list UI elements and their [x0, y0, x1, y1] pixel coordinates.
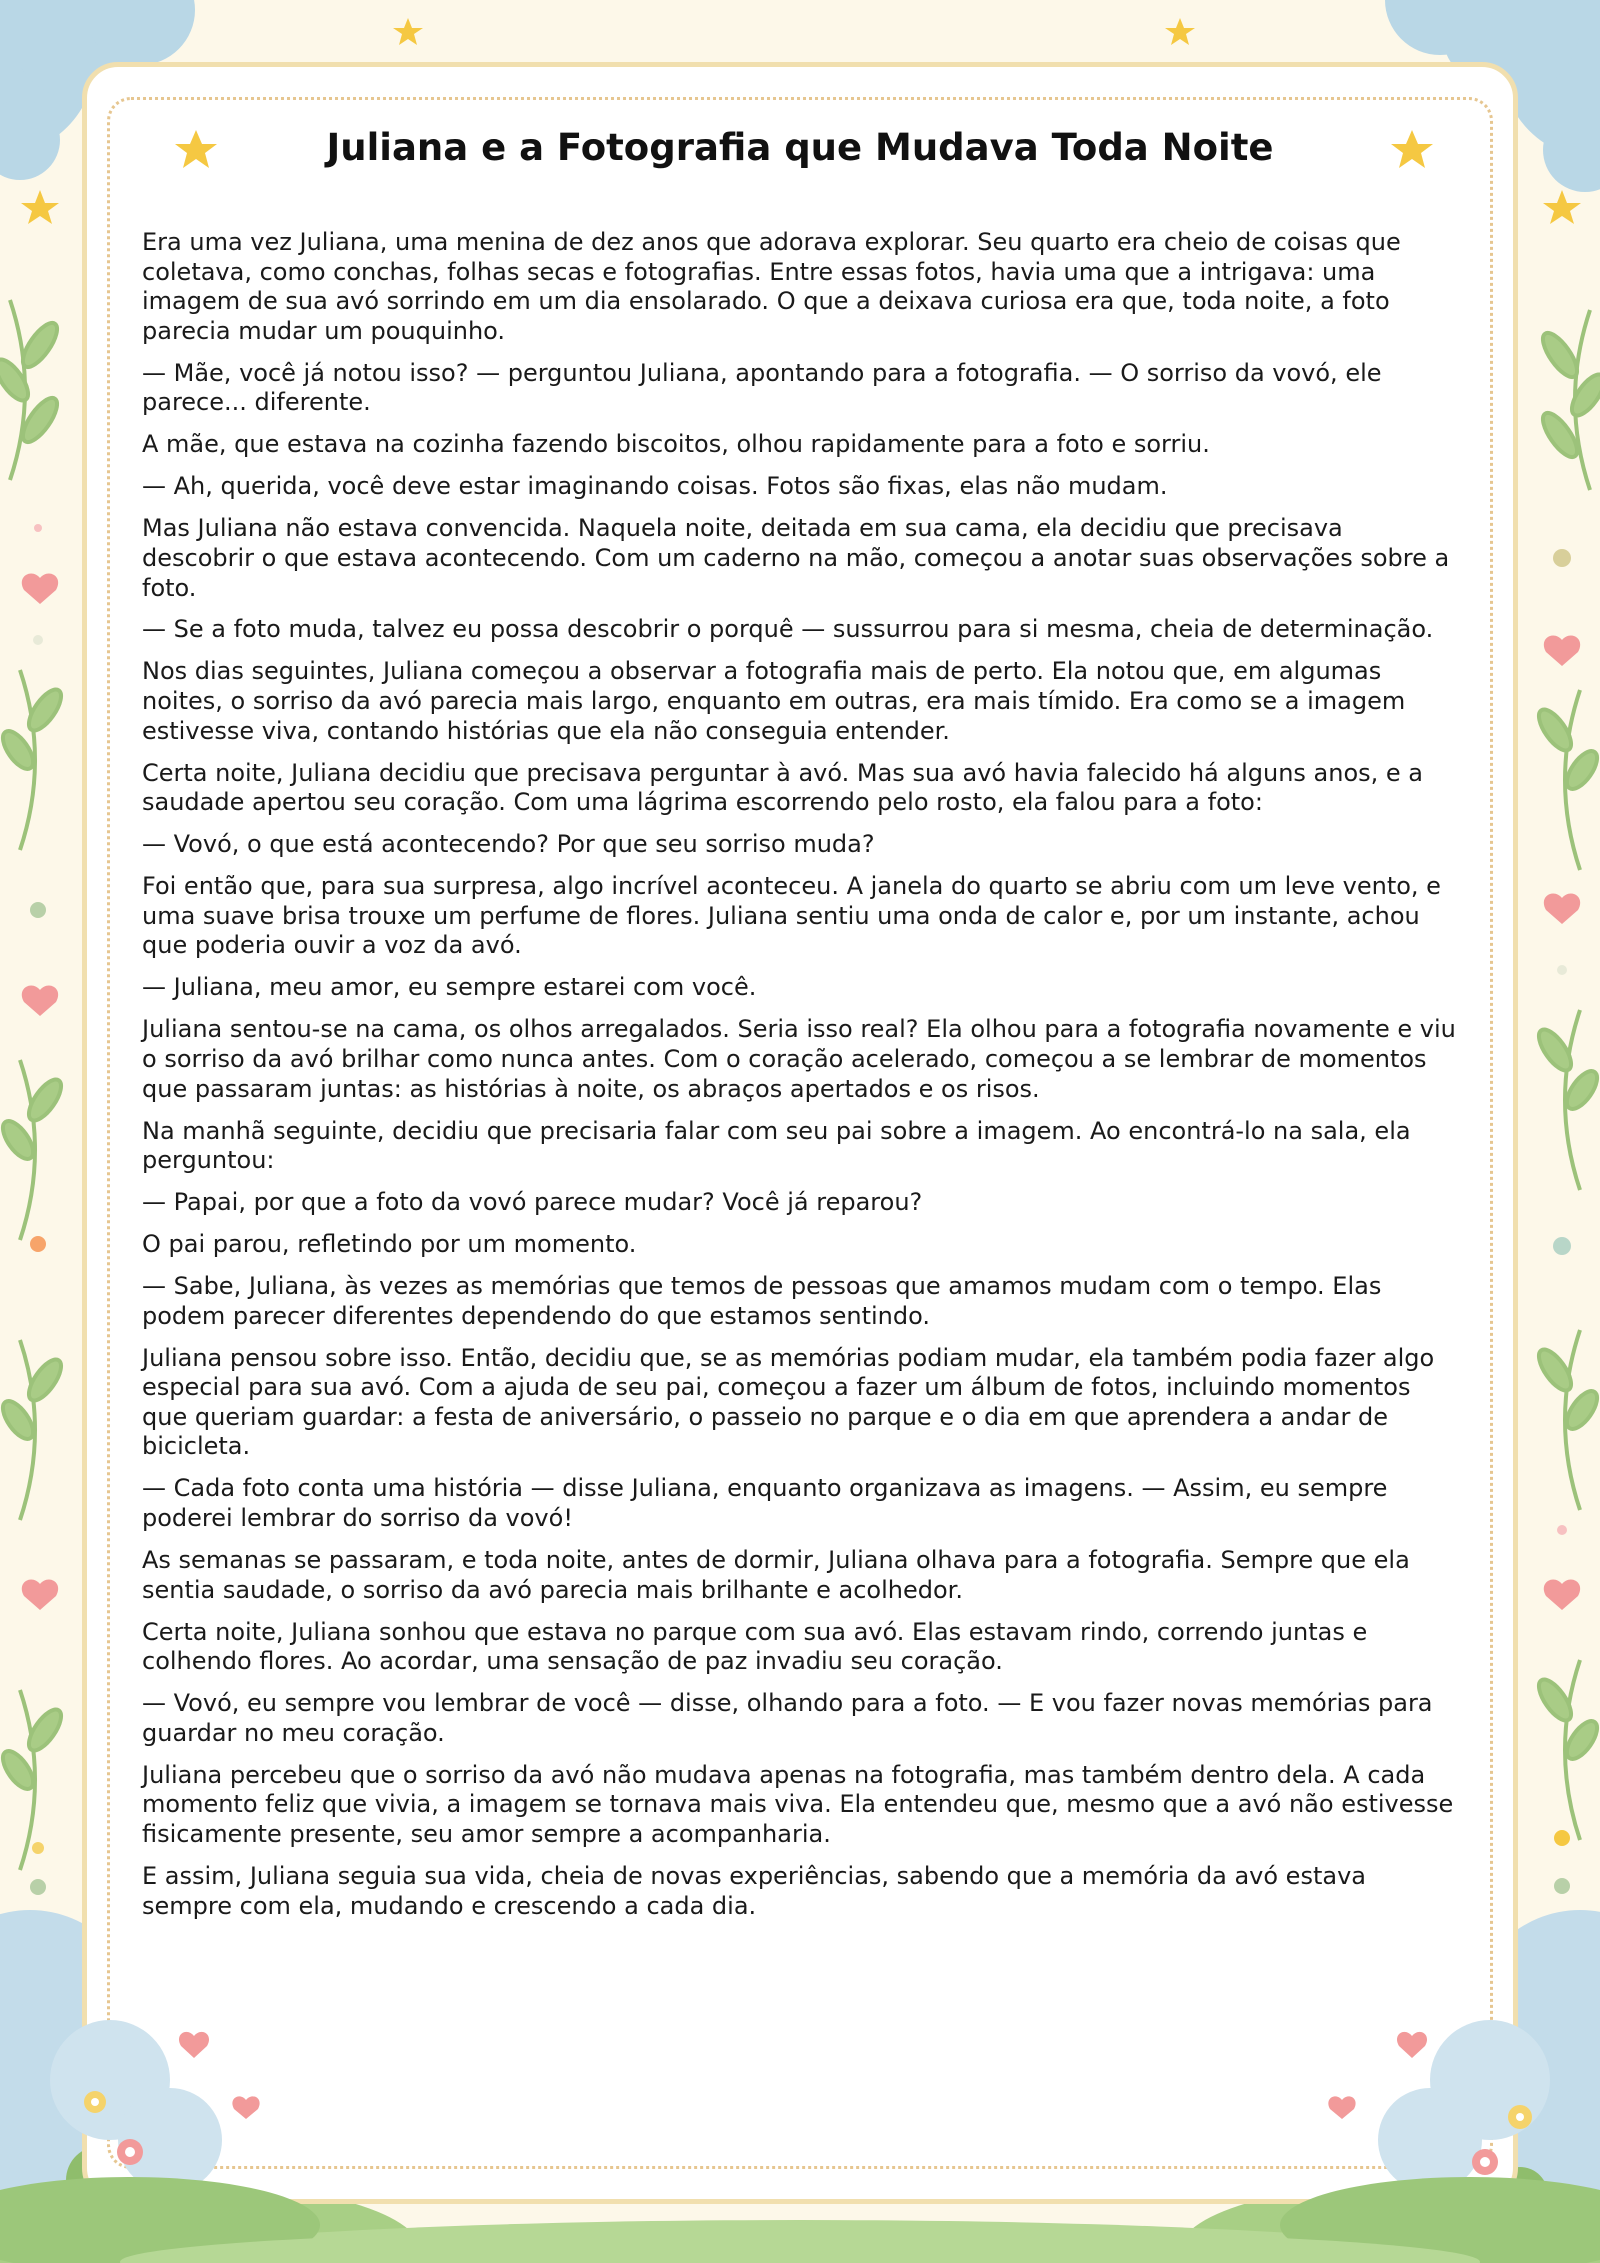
story-paragraph: Juliana sentou-se na cama, os olhos arregalados. Seria isso real? Ela olhou para a fotografia novamente e viu o sorriso da avó brilhar como nunca antes. Com o coração acelerado, começou a se lembrar de momentos que passaram juntas: as histórias à noite, os abraços apertados e os risos. — [142, 1015, 1456, 1103]
story-paragraph: — Juliana, meu amor, eu sempre estarei com você. — [142, 973, 757, 1002]
story-paragraph: O pai parou, refletindo por um momento. — [142, 1230, 637, 1259]
story-body — [142, 228, 1457, 1933]
story-paragraph: E assim, Juliana seguia sua vida, cheia de novas experiências, sabendo que a memória da avó estava sempre com ela, mudando e crescendo a cada dia. — [142, 1861, 1366, 1920]
story-paragraph: A mãe, que estava na cozinha fazendo biscoitos, olhou rapidamente para a foto e sorriu. — [142, 430, 1210, 459]
story-paragraph: — Vovó, o que está acontecendo? Por que seu sorriso muda? — [142, 830, 875, 859]
story-paragraph: Nos dias seguintes, Juliana começou a observar a fotografia mais de perto. Ela notou que, em algumas noites, o sorriso da avó parecia mais largo, enquanto em outras, era mais tímido. Era como se a imagem estivesse viva, contando histórias que ela não conseguia entender. — [142, 657, 1406, 745]
story-paragraph: Certa noite, Juliana decidiu que precisava perguntar à avó. Mas sua avó havia falecido há alguns anos, e a saudade apertou seu coração. Com uma lágrima escorrendo pelo rosto, ela falou para a foto: — [142, 758, 1424, 817]
story-paragraph: Foi então que, para sua surpresa, algo incrível aconteceu. A janela do quarto se abriu com um leve vento, e uma suave brisa trouxe um perfume de flores. Juliana sentiu uma onda de calor e, por um instante, achou que poderia ouvir a voz da avó. — [142, 872, 1441, 960]
story-paragraph: Mas Juliana não estava convencida. Naquela noite, deitada em sua cama, ela decidiu que precisava descobrir o que estava acontecendo. Com um caderno na mão, começou a anotar suas observações sobre a foto. — [142, 514, 1450, 602]
story-paragraph: — Vovó, eu sempre vou lembrar de você — disse, olhando para a foto. — E vou fazer novas memórias para guardar no meu coração. — [142, 1689, 1433, 1747]
story-paragraph: — Cada foto conta uma história — disse Juliana, enquanto organizava as imagens. — Assim, eu sempre poderei lembrar do sorriso da vovó! — [142, 1474, 1388, 1533]
story-paragraph: — Se a foto muda, talvez eu possa descobrir o porquê — sussurrou para si mesma, cheia de determinação. — [142, 615, 1434, 644]
story-paragraph: Era uma vez Juliana, uma menina de dez anos que adorava explorar. Seu quarto era cheio de coisas que coletava, como conchas, folhas secas e fotografias. Entre essas fotos, havia uma que a intrigava: uma imagem de sua avó sorrindo em um dia ensolarado. O que a deixava curiosa era que, toda noite, a foto parecia mudar um pouquinho. — [142, 228, 1401, 345]
story-paragraph: — Sabe, Juliana, às vezes as memórias que temos de pessoas que amamos mudam com o tempo. Elas podem parecer diferentes dependendo do que estamos sentindo. — [142, 1272, 1382, 1330]
story-paragraph: Juliana pensou sobre isso. Então, decidiu que, se as memórias podiam mudar, ela também podia fazer algo especial para sua avó. Com a ajuda de seu pai, começou a fazer um álbum de fotos, incluindo momentos que queriam guardar: a festa de aniversário, o passeio no parque e o dia em que aprendera a andar de bicicleta. — [142, 1343, 1435, 1461]
leaf-vine-left — [0, 300, 67, 1870]
story-title: Juliana e a Fotografia que Mudava Toda Noite — [326, 126, 1274, 169]
leaf-vine-right — [1533, 310, 1600, 1840]
story-paragraph: Certa noite, Juliana sonhou que estava no parque com sua avó. Elas estavam rindo, correndo juntas e colhendo flores. Ao acordar, uma sensação de paz invadiu seu coração. — [142, 1617, 1368, 1676]
story-paragraph: Na manhã seguinte, decidiu que precisaria falar com seu pai sobre a imagem. Ao encontrá-lo na sala, ela perguntou: — [142, 1116, 1411, 1175]
story-paragraph: As semanas se passaram, e toda noite, antes de dormir, Juliana olhava para a fotografia. Sempre que ela sentia saudade, o sorriso da avó parecia mais brilhante e acolhedor. — [142, 1546, 1410, 1604]
story-paragraph: Juliana percebeu que o sorriso da avó não mudava apenas na fotografia, mas também dentro dela. A cada momento feliz que vivia, a imagem se tornava mais viva. Ela entendeu que, mesmo que a avó não estivesse fisicamente presente, seu amor sempre a acompanharia. — [142, 1760, 1454, 1848]
story-paragraph: — Ah, querida, você deve estar imaginando coisas. Fotos são fixas, elas não mudam. — [142, 472, 1168, 501]
story-paragraph: — Mãe, você já notou isso? — perguntou Juliana, apontando para a fotografia. — O sorriso da vovó, ele parece... diferente. — [142, 358, 1382, 417]
story-paragraph: — Papai, por que a foto da vovó parece mudar? Você já reparou? — [142, 1188, 923, 1217]
